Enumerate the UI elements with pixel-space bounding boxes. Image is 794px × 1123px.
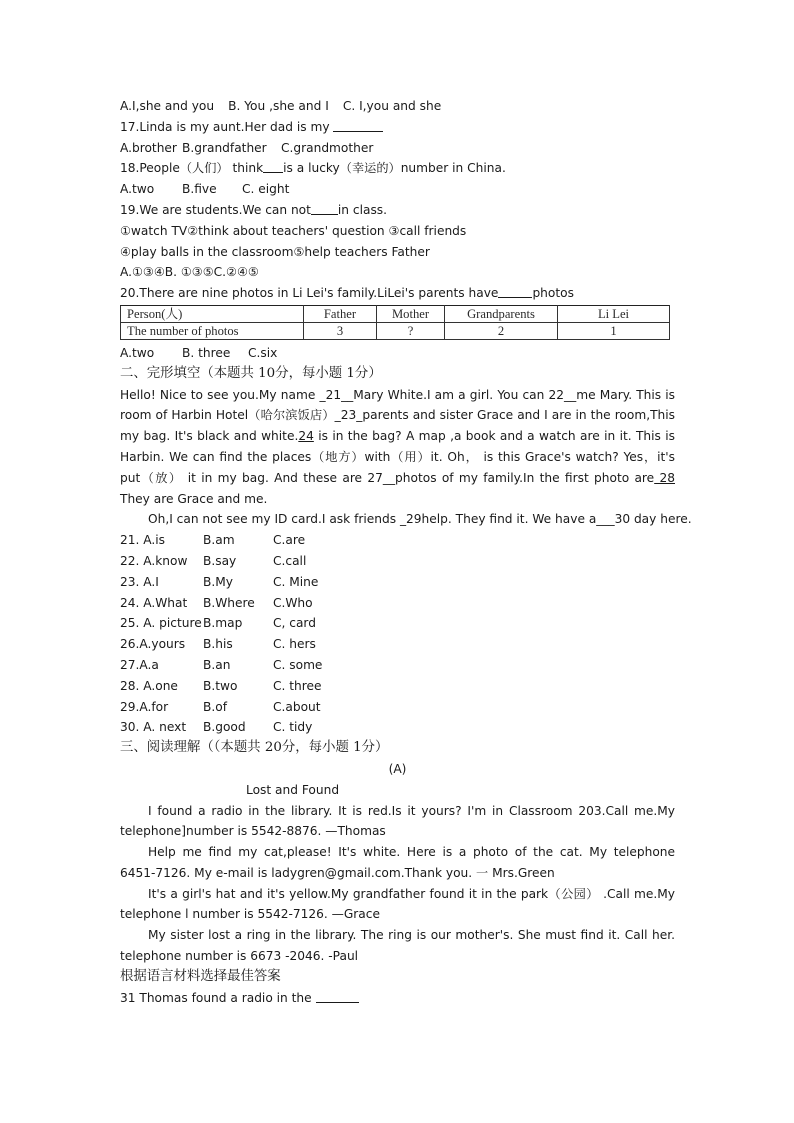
cloze-option-b: B.an <box>203 657 231 672</box>
cloze-option-a: 26.A.yours <box>120 637 186 652</box>
cloze-option-b: B.My <box>203 574 233 589</box>
reading-title: Lost and Found <box>246 782 340 797</box>
passage-paragraph-2: Oh,I can not see my ID card.I ask friends _29help. They find it. We have a___30 day here. <box>148 512 692 527</box>
cloze-option-c: C.are <box>273 533 306 548</box>
cloze-option-a: 25. A. picture <box>120 616 202 631</box>
answer-blank <box>311 201 338 215</box>
cloze-option-row <box>120 593 675 614</box>
cloze-option-a: 23. A.I <box>120 574 159 589</box>
table-header-mother: Mother <box>377 305 445 322</box>
cloze-option-a: 30. A. next <box>120 720 187 735</box>
q19-choices-1: ①watch TV②think about teachers' question ③call friends <box>120 223 467 238</box>
cloze-option-a: 27.A.a <box>120 657 159 672</box>
q20-stem: 20.There are nine photos in Li Lei's family.LiLei's parents have photos <box>120 286 574 301</box>
cloze-options <box>120 530 675 738</box>
cloze-option-row <box>120 572 675 593</box>
cloze-option-c: C. Mine <box>273 574 319 589</box>
notice-line: I found a radio in the library. It is red.Is it yours? I'm in Classroom 203.Call me.My <box>148 803 675 818</box>
reading-instruction: 根据语言材料选择最佳答案 <box>120 968 281 984</box>
cloze-option-a: 24. A.What <box>120 595 188 610</box>
cloze-option-row <box>120 530 675 551</box>
cloze-option-a: 28. A.one <box>120 678 178 693</box>
passage-line: room of Harbin Hotel（哈尔滨饭店）_23_parents and sister Grace and I are in the room,This <box>120 408 675 423</box>
q17-stem: 17.Linda is my aunt.Her dad is my <box>120 117 675 138</box>
cloze-option-row <box>120 697 675 718</box>
q16-option-c: C. I,you and she <box>342 99 442 113</box>
cloze-option-c: C. tidy <box>273 720 313 735</box>
q19-choices-2: ④play balls in the classroom⑤help teachers Father <box>120 244 430 259</box>
exam-page <box>120 96 692 1008</box>
q16-option-b: B. You ,she and I <box>228 99 329 113</box>
notice-line: Help me find my cat,please! It's white. Here is a photo of the cat. My telephone <box>148 845 675 860</box>
passage-line: Hello! Nice to see you.My name _21__Mary White.I am a girl. You can 22__me Mary. This is <box>120 387 675 402</box>
table-header-father: Father <box>304 305 377 322</box>
passage-line: Harbin. We can find the places（地方）with（用）it. Oh， is this Grace's watch? Yes，it's <box>120 449 675 464</box>
cloze-option-row <box>120 613 675 634</box>
table-header-person: Person(人) <box>121 305 304 322</box>
cloze-option-a: 29.A.for <box>120 699 169 714</box>
table-cell: ? <box>377 322 445 339</box>
cloze-option-c: C.call <box>273 553 307 568</box>
cloze-option-c: C. hers <box>273 637 316 652</box>
cloze-option-b: B.say <box>203 553 237 568</box>
table-row-label: The number of photos <box>121 322 304 339</box>
section2-heading: 二、完形填空（本题共 10分，每小题 1分） <box>120 365 382 381</box>
cloze-option-b: B.two <box>203 678 238 693</box>
cloze-option-row <box>120 676 675 697</box>
cloze-option-c: C. three <box>273 678 322 693</box>
cloze-option-b: B.of <box>203 699 227 714</box>
notice-line: telephone l number is 5542-7126. —Grace <box>120 907 380 922</box>
q19-stem: 19.We are students.We can not in class. <box>120 202 388 217</box>
q17-options: A.brother B.grandfather C.grandmother <box>120 140 374 155</box>
cloze-option-c: C, card <box>273 616 316 631</box>
cloze-option-b: B.map <box>203 616 243 631</box>
cloze-option-row <box>120 717 675 738</box>
q19-options: A.①③④B. ①③⑤C.②④⑤ <box>120 265 259 280</box>
q16-options <box>120 96 675 117</box>
q31-stem: 31 Thomas found a radio in the <box>120 988 675 1009</box>
cloze-option-b: B.good <box>203 720 246 735</box>
table-cell: 3 <box>304 322 377 339</box>
passage-line: put（放） it in my bag. And these are 27__photos of my family.In the first photo are 28 <box>120 470 675 485</box>
table-cell: 1 <box>558 322 670 339</box>
answer-blank <box>316 989 359 1003</box>
cloze-option-b: B.his <box>203 637 233 652</box>
passage-line: my bag. It's black and white.24 is in the bag? A map ,a book and a watch are in it. This is <box>120 429 675 444</box>
q20-options: A.two B. three C.six <box>120 345 278 360</box>
answer-blank <box>333 118 383 132</box>
passage-line: They are Grace and me. <box>120 491 268 506</box>
reading-part-label: (A) <box>388 761 407 776</box>
photo-count-table <box>120 305 670 340</box>
notice-line: My sister lost a ring in the library. The ring is our mother's. She must find it. Call her. <box>148 928 675 943</box>
cloze-option-row <box>120 655 675 676</box>
table-header-grandparents: Grandparents <box>445 305 558 322</box>
cloze-option-c: C.about <box>273 699 321 714</box>
cloze-option-b: B.Where <box>203 595 255 610</box>
notice-line: 6451-7126. My e-mail is ladygren@gmail.com.Thank you. 一 Mrs.Green <box>120 865 555 880</box>
answer-blank <box>498 284 532 298</box>
notice-line: telephone]number is 5542-8876. —Thomas <box>120 824 386 839</box>
answer-blank <box>263 159 283 173</box>
cloze-option-a: 22. A.know <box>120 553 188 568</box>
q18-stem: 18.People（人们） think is a lucky（幸运的）number in China. <box>120 161 506 176</box>
q18-options: A.two B.five C. eight <box>120 182 290 197</box>
section3-heading: 三、阅读理解（（本题共 20分，每小题 1分） <box>120 740 389 756</box>
cloze-option-row <box>120 634 675 655</box>
notice-line: telephone number is 6673 -2046. -Paul <box>120 949 359 964</box>
cloze-option-c: C. some <box>273 657 323 672</box>
cloze-option-row <box>120 551 675 572</box>
q16-option-a: A.I,she and you <box>120 99 215 113</box>
table-cell: 2 <box>445 322 558 339</box>
table-header-lilei: Li Lei <box>558 305 670 322</box>
cloze-option-a: 21. A.is <box>120 533 165 548</box>
notice-line: It's a girl's hat and it's yellow.My grandfather found it in the park（公园） .Call me.My <box>148 886 675 901</box>
cloze-option-c: C.Who <box>273 595 313 610</box>
cloze-option-b: B.am <box>203 533 235 548</box>
